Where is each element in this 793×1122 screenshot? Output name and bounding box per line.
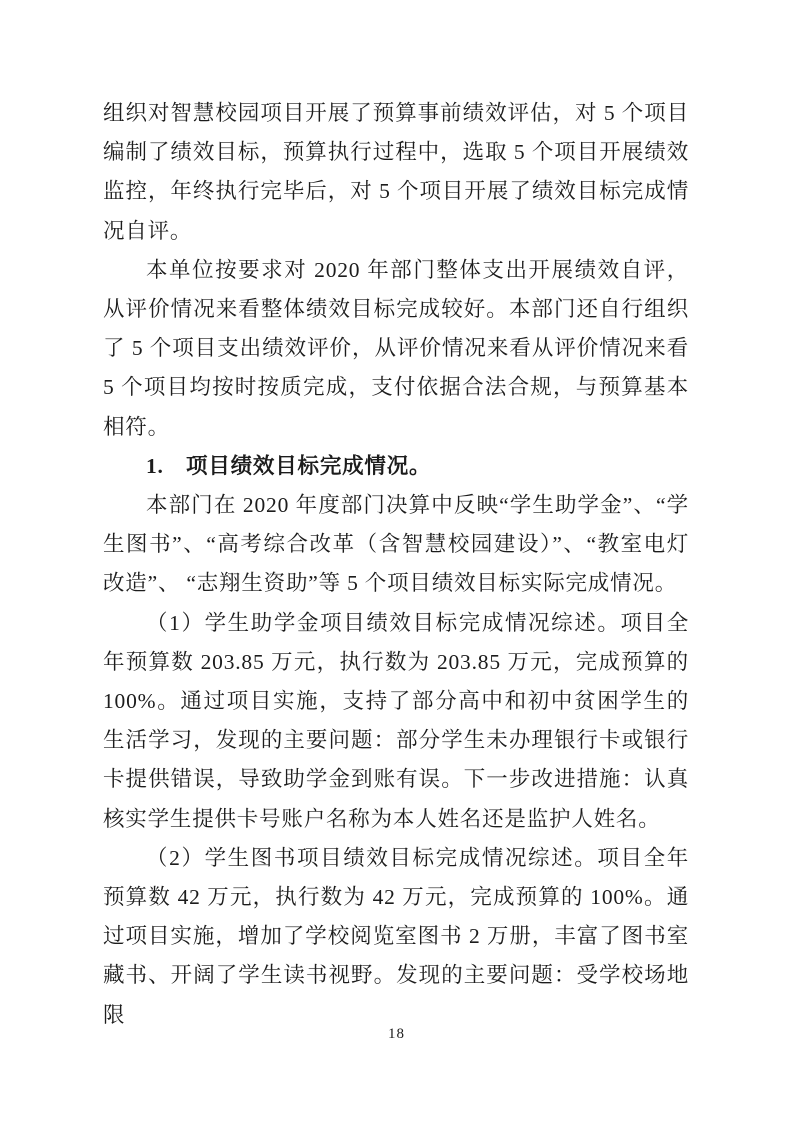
heading-project-performance-goals: 1. 项目绩效目标完成情况。 bbox=[146, 453, 432, 478]
document-body bbox=[103, 94, 689, 1035]
paragraph-project-2-student-books: （2）学生图书项目绩效目标完成情况综述。项目全年预算数 42 万元，执行数为 42 万元，完成预算的 100%。通过项目实施，增加了学校阅览室图书 2 万册，丰富了图书室藏书、开阔了学生读书视野。发现的主要问题：受学校场地限 bbox=[103, 845, 689, 1027]
paragraph-project-list: 本部门在 2020 年度部门决算中反映“学生助学金”、“学生图书”、“高考综合改革（含智慧校园建设）”、“教室电灯改造”、 “志翔生资助”等 5 个项目绩效目标实际完成情况。 bbox=[103, 493, 689, 596]
paragraph-performance-evaluation-continuation: 组织对智慧校园项目开展了预算事前绩效评估，对 5 个项目编制了绩效目标，预算执行过程中，选取 5 个项目开展绩效监控，年终执行完毕后，对 5 个项目开展了绩效目标完成情况自评。 bbox=[103, 101, 689, 243]
paragraph-project-1-student-scholarship: （1）学生助学金项目绩效目标完成情况综述。项目全年预算数 203.85 万元，执行数为 203.85 万元，完成预算的 100%。通过项目实施，支持了部分高中和初中贫困学生的生活学习，发现的主要问题：部分学生未办理银行卡或银行卡提供错误，导致助学金到账有误。下一步改进措施：认真核实学生提供卡号账户名称为本人姓名还是监护人姓名。 bbox=[103, 610, 689, 831]
paragraph-department-self-evaluation: 本单位按要求对 2020 年部门整体支出开展绩效自评，从评价情况来看整体绩效目标完成较好。本部门还自行组织了 5 个项目支出绩效评价，从评价情况来看从评价情况来看 5 个项目均按时按质完成，支付依据合法合规，与预算基本相符。 bbox=[103, 257, 689, 439]
page-number: 18 bbox=[388, 1026, 405, 1042]
